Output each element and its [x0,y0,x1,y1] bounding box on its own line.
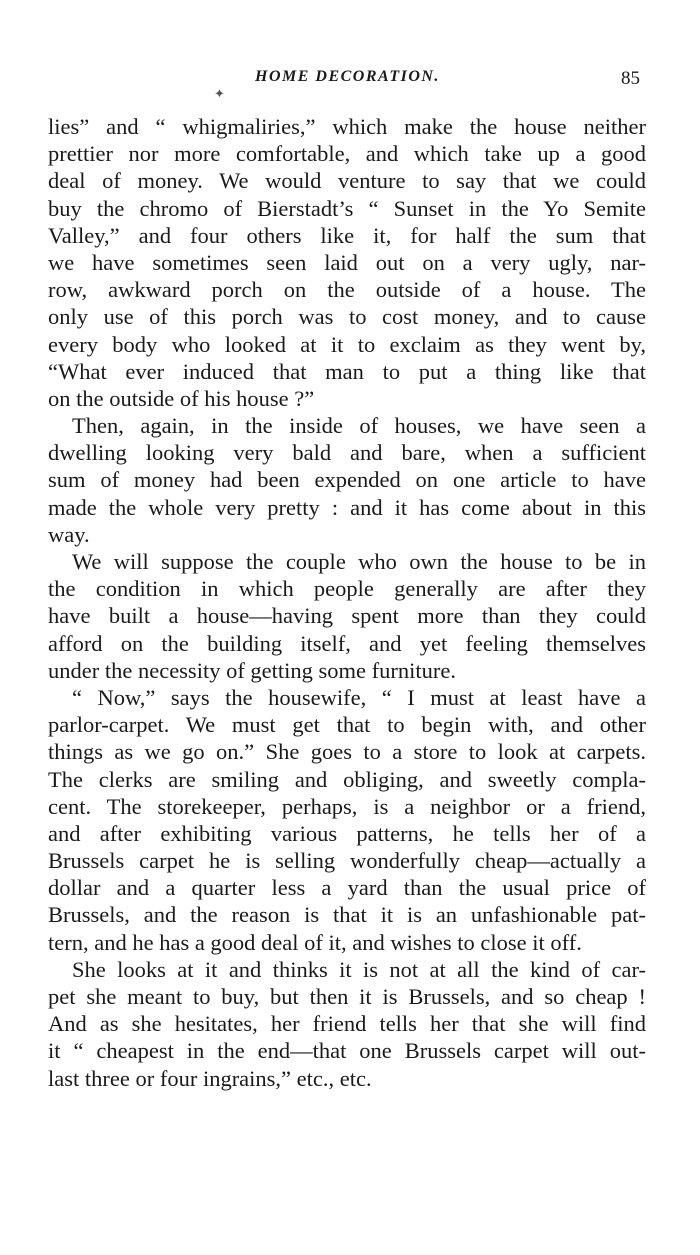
paragraph [48,684,646,956]
text-line: prettier nor more comfortable, and which take up a good [48,141,646,167]
text-line: only use of this porch was to cost money, and to cause [48,304,646,330]
text-line: deal of money. We would venture to say that we could [48,168,646,194]
paragraph [48,113,646,412]
text-line: afford on the building itself, and yet feeling themselves [48,630,646,656]
text-line: lies” and “ whigmaliries,” which make the house neither [48,114,646,139]
text-line: Brussels, and the reason is that it is an unfashionable pat- [48,902,646,928]
text-line: tern, and he has a good deal of it, and wishes to close it off. [48,929,582,955]
text-line: row, awkward porch on the outside of a house. The [48,277,646,303]
paragraph [48,548,646,684]
text-line: buy the chromo of Bierstadt’s “ Sunset in the Yo Semite [48,195,646,221]
text-line: last three or four ingrains,” etc., etc. [48,1065,372,1091]
text-line: parlor-carpet. We must get that to begin with, and other [48,712,646,738]
text-line: She looks at it and thinks it is not at all the kind of car- [72,956,646,982]
text-line: way. [48,521,90,547]
text-line: The clerks are smiling and obliging, and sweetly compla- [48,766,646,792]
text-line: Then, again, in the inside of houses, we have seen a [72,413,646,439]
text-line: have built a house—having spent more than they could [48,603,646,629]
running-title: HOME DECORATION. [255,68,440,85]
text-line: the condition in which people generally are after they [48,576,646,602]
text-line: And as she hesitates, her friend tells her that she will find [48,1011,646,1037]
running-head [0,68,700,92]
page-number: 85 [621,68,640,89]
ornament-mark: ✦ [214,86,225,101]
text-line: cent. The storekeeper, perhaps, is a neighbor or a friend, [48,793,646,819]
paragraph [48,956,646,1092]
text-line: sum of money had been expended on one article to have [48,467,646,493]
text-line: pet she meant to buy, but then it is Brussels, and so cheap ! [48,984,646,1009]
text-line: “ Now,” says the housewife, “ I must at least have a [72,684,646,710]
text-line: every body who looked at it to exclaim as they went by, [48,331,646,357]
body-text [48,113,646,1092]
text-line: dwelling looking very bald and bare, when a sufficient [48,440,646,466]
text-line: it “ cheapest in the end—that one Brussels carpet will out- [48,1038,646,1064]
text-line: Valley,” and four others like it, for half the sum that [48,222,646,248]
text-line: and after exhibiting various patterns, he tells her of a [48,820,646,846]
paragraph [48,412,646,548]
text-line: under the necessity of getting some furniture. [48,657,457,683]
text-line: Brussels carpet he is selling wonderfully cheap—actually a [48,848,646,874]
text-line: “What ever induced that man to put a thing like that [48,358,646,384]
text-line: things as we go on.” She goes to a store to look at carpets. [48,739,646,765]
text-line: we have sometimes seen laid out on a very ugly, nar- [48,249,646,275]
text-line: We will suppose the couple who own the house to be in [72,549,646,574]
text-line: made the whole very pretty : and it has come about in this [48,494,646,520]
text-line: dollar and a quarter less a yard than the usual price of [48,875,646,901]
text-line: on the outside of his house ?” [48,385,315,411]
